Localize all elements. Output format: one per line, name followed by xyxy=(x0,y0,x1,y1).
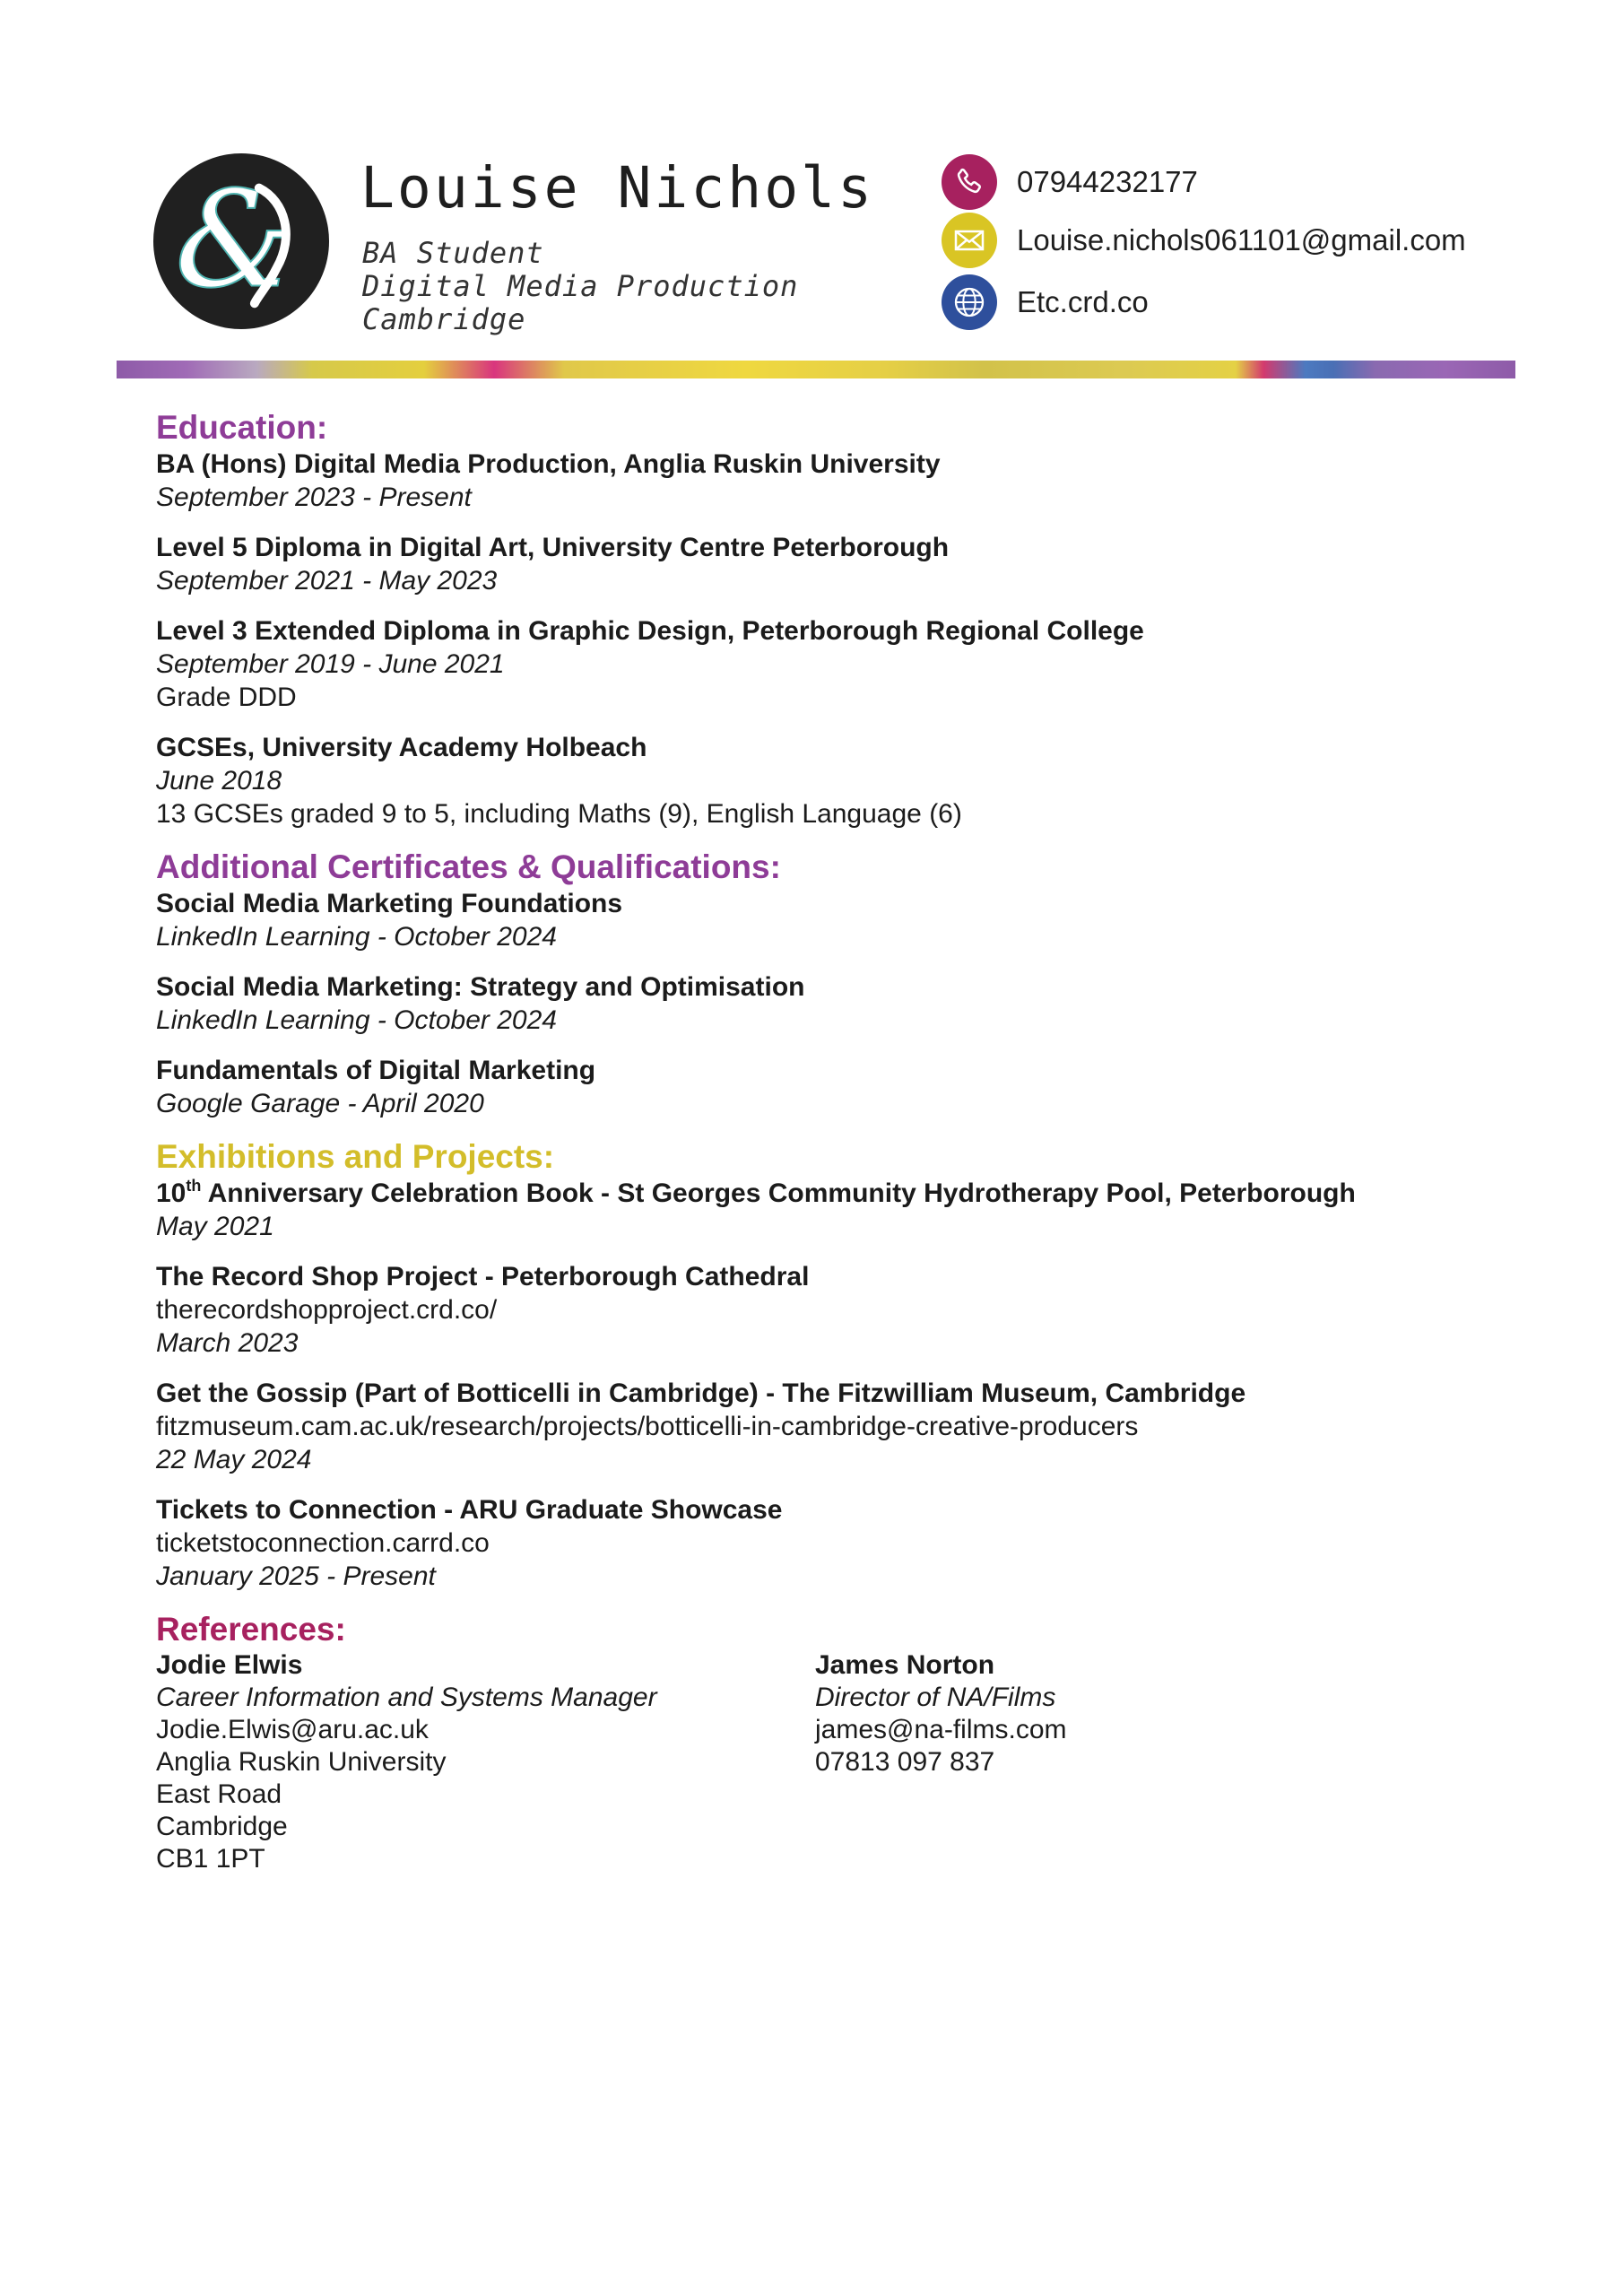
globe-icon xyxy=(942,274,997,330)
reference-name: Jodie Elwis xyxy=(156,1650,303,1680)
contact-website[interactable] xyxy=(942,274,1149,330)
reference-card xyxy=(156,1649,815,1875)
entry-title: Fundamentals of Digital Marketing xyxy=(156,1056,596,1085)
exhibitions-section xyxy=(156,1137,1501,1593)
exhibition-entry xyxy=(156,1177,1501,1243)
email-icon xyxy=(942,213,997,268)
education-section xyxy=(156,408,1501,831)
entry-title: Tickets to Connection - ARU Graduate Showcase xyxy=(156,1495,783,1525)
entry-link[interactable]: therecordshopproject.crd.co/ xyxy=(156,1295,498,1325)
entry-title: BA (Hons) Digital Media Production, Anglia Ruskin University xyxy=(156,449,941,479)
cv-content xyxy=(156,408,1501,1886)
painted-banner-divider xyxy=(117,361,1515,378)
entry-title: Get the Gossip (Part of Botticelli in Cambridge) - The Fitzwilliam Museum, Cambridge xyxy=(156,1378,1246,1408)
exhibition-entry xyxy=(156,1260,1501,1360)
entry-title: The Record Shop Project - Peterborough Cathedral xyxy=(156,1262,810,1292)
education-entry xyxy=(156,614,1501,714)
section-title-education: Education: xyxy=(156,409,328,446)
section-title-certificates: Additional Certificates & Qualifications: xyxy=(156,848,781,885)
candidate-name: Louise Nichols xyxy=(360,155,875,221)
references-section xyxy=(156,1610,1501,1875)
reference-role: Director of NA/Films xyxy=(815,1683,1056,1712)
education-entry xyxy=(156,731,1501,831)
reference-role: Career Information and Systems Manager xyxy=(156,1683,657,1712)
reference-phone: 07813 097 837 xyxy=(815,1747,995,1777)
reference-address-line: Cambridge xyxy=(156,1812,288,1841)
references-list xyxy=(156,1649,1501,1875)
entry-title: GCSEs, University Academy Holbeach xyxy=(156,733,647,762)
entry-title: Social Media Marketing: Strategy and Optimisation xyxy=(156,972,805,1002)
entry-title: Level 5 Diploma in Digital Art, University Centre Peterborough xyxy=(156,533,950,562)
reference-address-line: Anglia Ruskin University xyxy=(156,1747,447,1777)
entry-date: September 2023 - Present xyxy=(156,483,472,512)
reference-email[interactable]: Jodie.Elwis@aru.ac.uk xyxy=(156,1715,429,1744)
contact-phone[interactable] xyxy=(942,154,1198,210)
exhibition-entry xyxy=(156,1493,1501,1593)
reference-address-line: East Road xyxy=(156,1779,282,1809)
entry-note: Grade DDD xyxy=(156,683,297,712)
entry-date: March 2023 xyxy=(156,1328,299,1358)
entry-date: June 2018 xyxy=(156,766,282,796)
phone-number: 07944232177 xyxy=(1017,165,1198,198)
section-title-exhibitions: Exhibitions and Projects: xyxy=(156,1138,555,1175)
certificate-entry xyxy=(156,970,1501,1037)
education-entry xyxy=(156,448,1501,514)
section-title-references: References: xyxy=(156,1611,346,1648)
entry-date: May 2021 xyxy=(156,1212,274,1241)
reference-email[interactable]: james@na-films.com xyxy=(815,1715,1067,1744)
website-url: Etc.crd.co xyxy=(1017,285,1149,318)
entry-title xyxy=(156,1177,1501,1210)
entry-date: 22 May 2024 xyxy=(156,1445,312,1474)
ampersand-logo-icon xyxy=(152,152,330,330)
phone-icon xyxy=(942,154,997,210)
certificates-section xyxy=(156,848,1501,1120)
subtitle-line: Digital Media Production xyxy=(362,269,799,303)
title-ordinal-suffix: th xyxy=(186,1177,202,1195)
reference-card xyxy=(815,1649,1067,1875)
entry-date: January 2025 - Present xyxy=(156,1561,436,1591)
entry-date: Google Garage - April 2020 xyxy=(156,1089,484,1118)
entry-title: Social Media Marketing Foundations xyxy=(156,889,623,918)
entry-note: 13 GCSEs graded 9 to 5, including Maths (9), English Language (6) xyxy=(156,799,962,829)
contact-email[interactable] xyxy=(942,213,1466,268)
entry-link[interactable]: fitzmuseum.cam.ac.uk/research/projects/botticelli-in-cambridge-creative-producers xyxy=(156,1412,1139,1441)
subtitle-line: Cambridge xyxy=(362,302,526,336)
email-address: Louise.nichols061101@gmail.com xyxy=(1017,223,1466,257)
certificate-entry xyxy=(156,1054,1501,1120)
entry-date: LinkedIn Learning - October 2024 xyxy=(156,922,557,952)
exhibition-entry xyxy=(156,1377,1501,1476)
svg-text:&: & xyxy=(174,162,294,318)
entry-date: September 2019 - June 2021 xyxy=(156,649,505,679)
title-text: Anniversary Celebration Book - St Georges Community Hydrotherapy Pool, Peterborough xyxy=(201,1178,1356,1208)
entry-link[interactable]: ticketstoconnection.carrd.co xyxy=(156,1528,490,1558)
certificate-entry xyxy=(156,887,1501,953)
subtitle-line: BA Student xyxy=(362,236,544,270)
reference-name: James Norton xyxy=(815,1650,995,1680)
entry-date: LinkedIn Learning - October 2024 xyxy=(156,1005,557,1035)
reference-address-line: CB1 1PT xyxy=(156,1844,265,1874)
title-ordinal: 10 xyxy=(156,1178,187,1208)
candidate-subtitle xyxy=(362,237,798,336)
education-entry xyxy=(156,531,1501,597)
entry-date: September 2021 - May 2023 xyxy=(156,566,498,596)
entry-title: Level 3 Extended Diploma in Graphic Design, Peterborough Regional College xyxy=(156,616,1144,646)
